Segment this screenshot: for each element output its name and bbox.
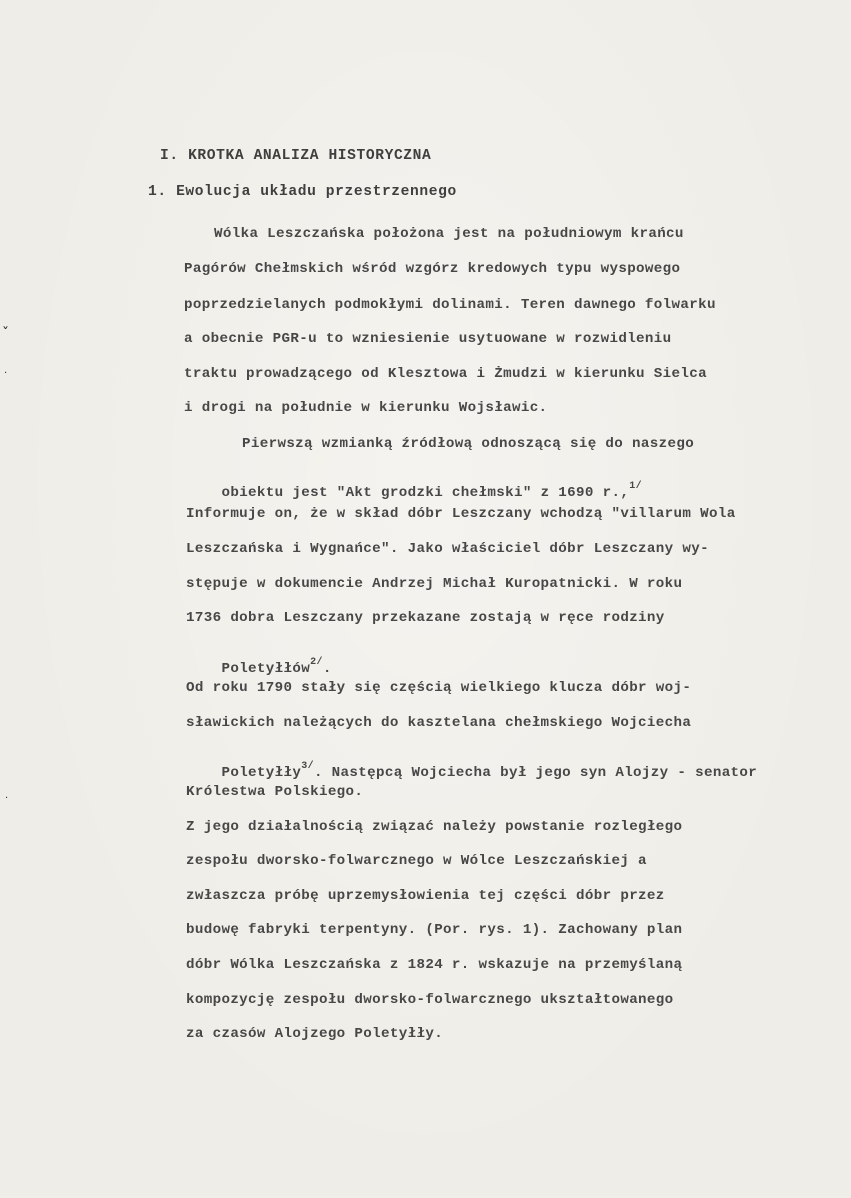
paragraph-line: Od roku 1790 stały się częścią wielkiego klucza dóbr woj- — [186, 680, 692, 696]
footnote-reference: 3/ — [301, 761, 314, 773]
paragraph-line: stępuje w dokumencie Andrzej Michał Kuropatnicki. W roku — [186, 576, 683, 592]
paragraph-line: dóbr Wólka Leszczańska z 1824 r. wskazuje na przemyślaną — [186, 957, 683, 973]
paragraph-line: Pagórów Chełmskich wśród wzgórz kredowych typu wyspowego — [184, 261, 681, 277]
paragraph-line: a obecnie PGR-u to wzniesienie usytuowane w rozwidleniu — [184, 331, 672, 347]
paragraph-line: zespołu dworsko-folwarcznego w Wólce Leszczańskiej a — [186, 853, 647, 869]
paragraph-line: traktu prowadzącego od Klesztowa i Żmudzi w kierunku Sielca — [184, 366, 707, 382]
paragraph-line: kompozycję zespołu dworsko-folwarcznego ukształtowanego — [186, 992, 674, 1008]
footnote-text: Poletyłłów — [221, 661, 311, 677]
footnote-text: obiektu jest "Akt grodzki chełmski" z 1690 r., — [221, 485, 630, 501]
paragraph-line: sławickich należących do kasztelana chełmskiego Wojciecha — [186, 715, 692, 731]
subsection-heading: 1. Ewolucja układu przestrzennego — [148, 184, 457, 200]
paragraph-line: i drogi na południe w kierunku Wojsławic. — [184, 400, 548, 416]
footnote-text: Poletyłły — [221, 765, 302, 781]
section-heading: I. KROTKA ANALIZA HISTORYCZNA — [160, 148, 432, 164]
paragraph-line: Wólka Leszczańska położona jest na południowym krańcu — [214, 226, 684, 242]
paragraph-line: poprzedzielanych podmokłymi dolinami. Teren dawnego folwarku — [184, 297, 716, 313]
footnote-reference: 1/ — [629, 481, 642, 493]
paragraph-line: budowę fabryki terpentyny. (Por. rys. 1). Zachowany plan — [186, 922, 683, 938]
paragraph-line: 1736 dobra Leszczany przekazane zostają w ręce rodziny — [186, 610, 665, 626]
margin-tick-mark: ˇ — [2, 326, 9, 342]
margin-dot-mark: · — [5, 793, 9, 804]
footnote-punctuation: . — [322, 661, 332, 677]
paragraph-line: Leszczańska i Wygnańce". Jako właściciel dóbr Leszczany wy- — [186, 541, 709, 557]
footnote-reference: 2/ — [310, 657, 323, 669]
paragraph-line: za czasów Alojzego Poletyłły. — [186, 1026, 444, 1042]
paragraph-line: Królestwa Polskiego. — [186, 784, 364, 800]
margin-dot-mark: · — [4, 368, 8, 379]
paragraph-line: zwłaszcza próbę uprzemysłowienia tej części dóbr przez — [186, 888, 665, 904]
paragraph-text: . Następcą Wojciecha był jego syn Alojzy - senator — [313, 765, 758, 781]
paragraph-line: Pierwszą wzmianką źródłową odnoszącą się do naszego — [242, 436, 695, 452]
paragraph-line: Z jego działalnością związać należy powstanie rozległego — [186, 819, 683, 835]
paragraph-line: Informuje on, że w skład dóbr Leszczany wchodzą "villarum Wola — [186, 506, 736, 522]
